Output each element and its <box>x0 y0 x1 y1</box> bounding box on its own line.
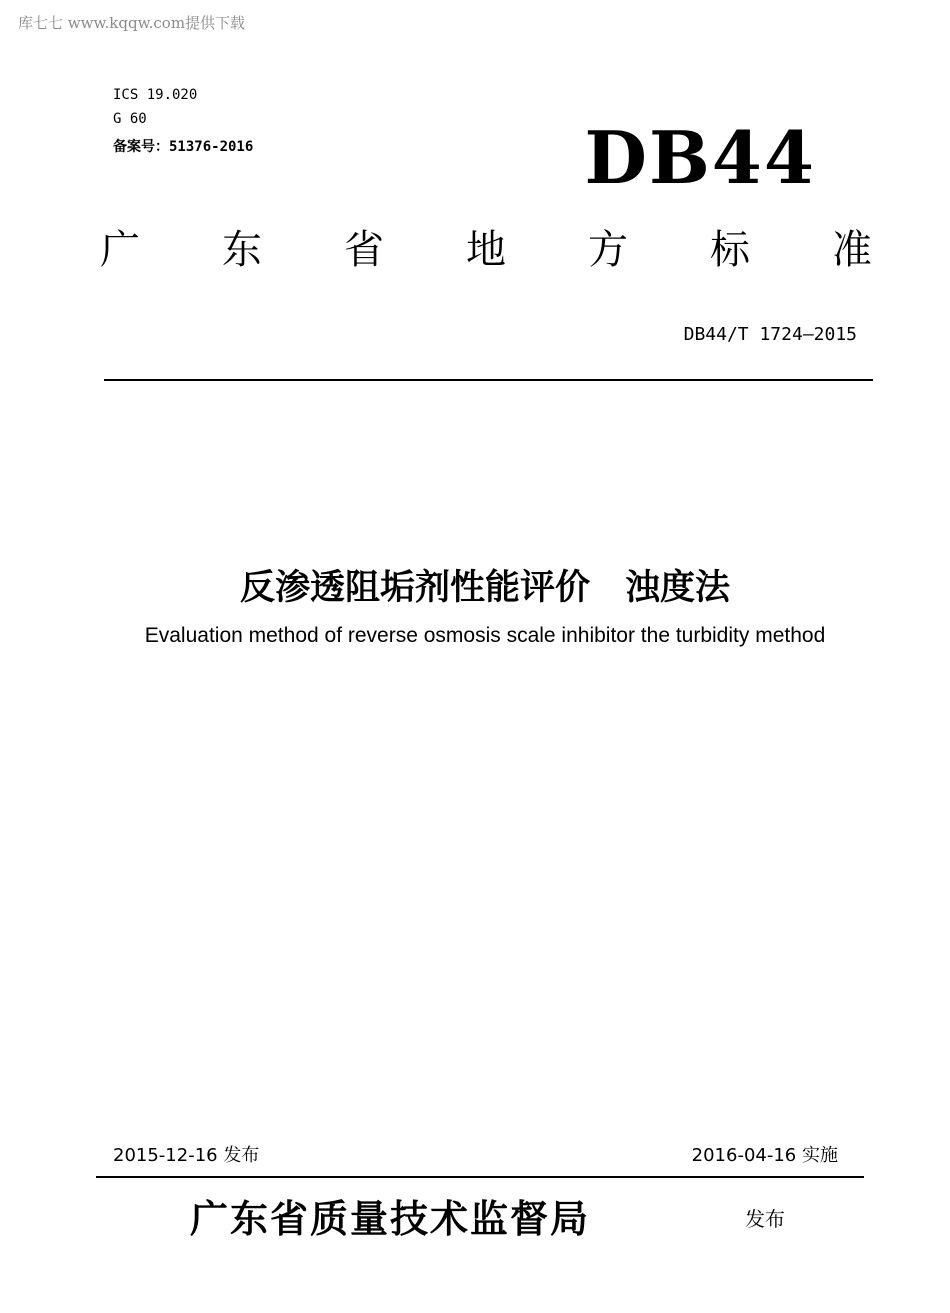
standard-type-char: 地 <box>466 227 506 273</box>
standard-type-heading <box>100 227 872 273</box>
standard-number: DB44/T 1724—2015 <box>683 324 857 345</box>
standard-type-char: 省 <box>344 227 384 273</box>
implementation-date: 2016-04-16 实施 <box>691 1145 838 1166</box>
record-number: 备案号：51376-2016 <box>113 139 254 155</box>
publisher-suffix: 发布 <box>745 1207 785 1231</box>
issue-date: 2015-12-16 发布 <box>113 1145 260 1166</box>
ccs-code: G 60 <box>113 111 147 127</box>
top-divider <box>104 379 873 381</box>
standard-type-char: 方 <box>588 227 628 273</box>
bottom-divider <box>96 1176 864 1178</box>
standard-type-char: 准 <box>832 227 872 273</box>
standard-type-char: 东 <box>222 227 262 273</box>
document-title-chinese: 反渗透阻垢剂性能评价 浊度法 <box>239 568 730 608</box>
standard-type-char: 标 <box>710 227 750 273</box>
ics-code: ICS 19.020 <box>113 87 198 103</box>
standard-type-char: 广 <box>100 227 140 273</box>
publisher-name: 广东省质量技术监督局 <box>190 1196 591 1241</box>
document-title-english: Evaluation method of reverse osmosis scale inhibitor the turbidity method <box>144 624 826 647</box>
watermark-text: 库七七 www.kqqw.com提供下载 <box>18 14 246 32</box>
standard-code: DB44 <box>584 115 816 200</box>
